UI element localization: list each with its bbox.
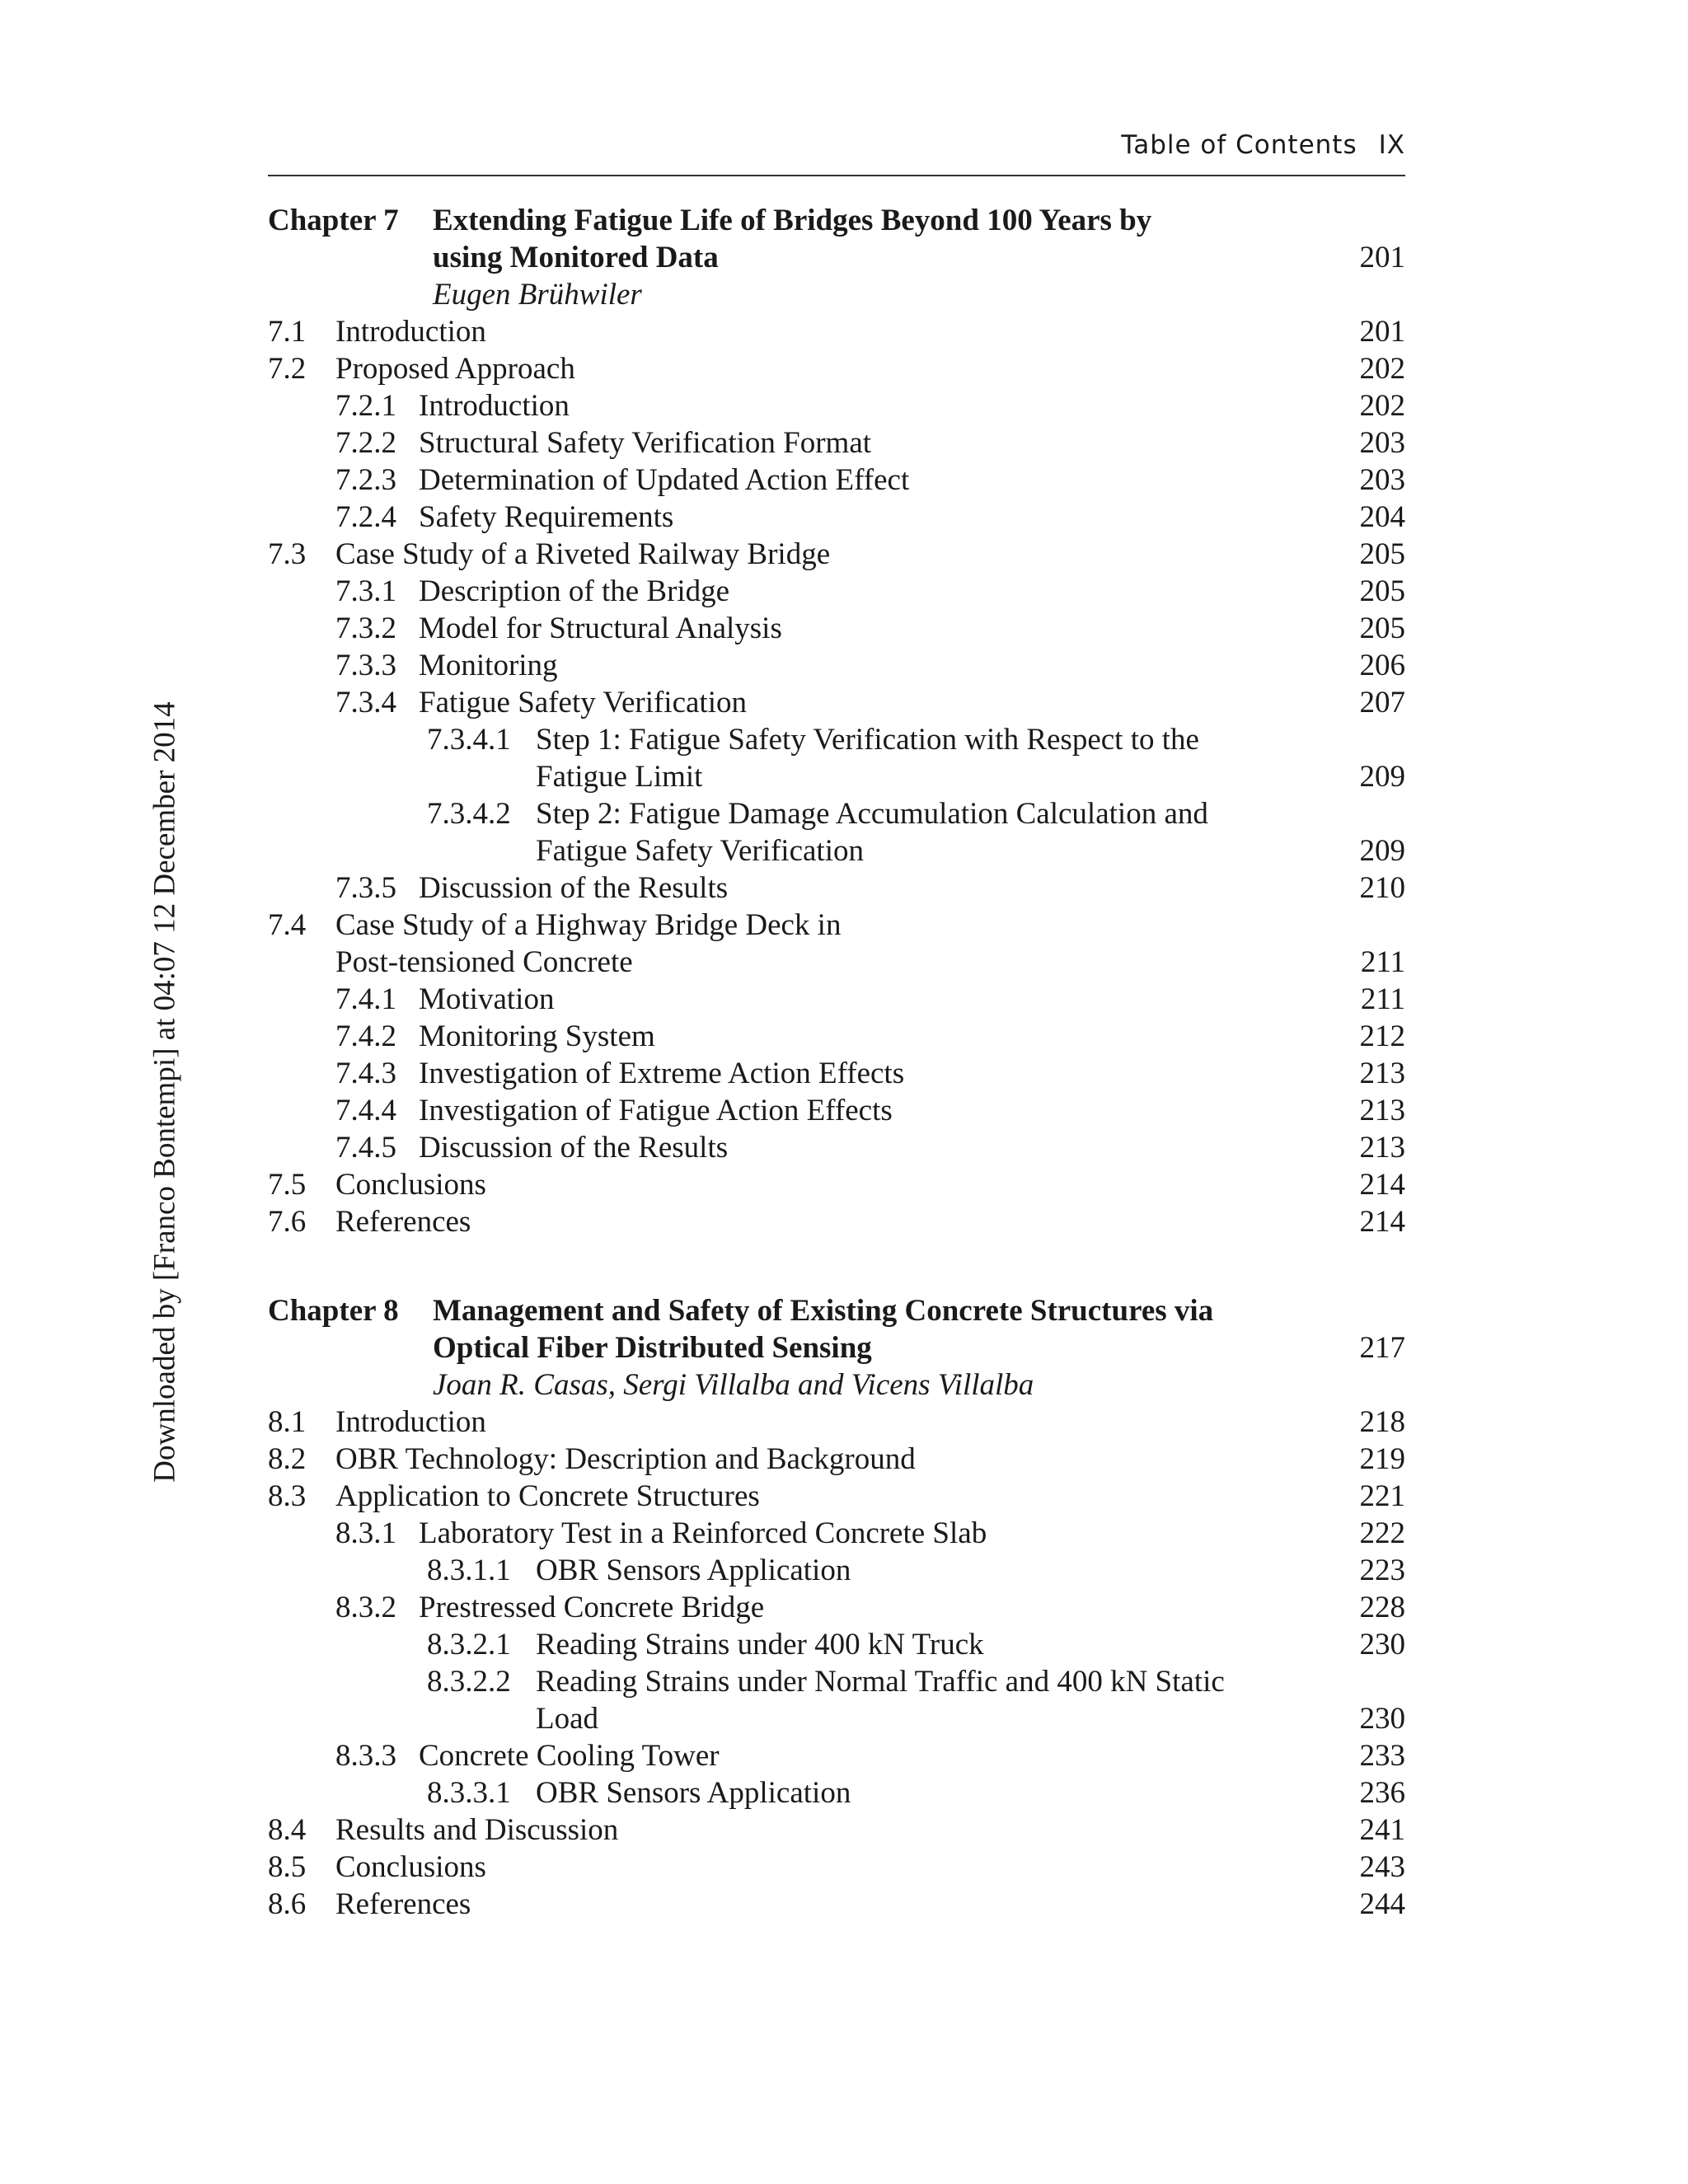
section-number: 7.3.5 <box>335 871 396 905</box>
author-name: Joan R. Casas, Sergi Villalba and Vicens Villalba <box>433 1368 1034 1402</box>
toc-entry[interactable] <box>268 462 1405 499</box>
section-title: OBR Sensors Application <box>536 1554 851 1587</box>
chapter-title-cont: using Monitored Data <box>433 241 719 274</box>
section-title-cont: Load <box>536 1702 599 1736</box>
section-number: 8.3.1.1 <box>427 1554 511 1587</box>
chapter-7-author <box>268 276 1405 313</box>
section-title: Reading Strains under 400 kN Truck <box>536 1628 984 1661</box>
section-number: 8.3.2.1 <box>427 1628 511 1661</box>
section-number: 7.3.4.2 <box>427 797 511 831</box>
toc-entry[interactable] <box>268 869 1405 907</box>
section-number: 7.2.1 <box>335 389 396 423</box>
chapter-8-heading[interactable] <box>268 1292 1405 1329</box>
page-number: 205 <box>1359 574 1405 608</box>
section-title: Introduction <box>335 315 486 349</box>
section-title: Results and Discussion <box>335 1813 619 1847</box>
toc-entry[interactable] <box>268 424 1405 462</box>
toc-entry[interactable] <box>268 350 1405 387</box>
section-number: 7.2.4 <box>335 500 396 534</box>
section-number: 8.5 <box>268 1850 307 1884</box>
section-title: Application to Concrete Structures <box>335 1479 760 1513</box>
author-name: Eugen Brühwiler <box>433 278 642 312</box>
chapter-title-cont: Optical Fiber Distributed Sensing <box>433 1331 872 1365</box>
section-number: 7.4.2 <box>335 1019 396 1053</box>
page-number: 236 <box>1359 1776 1405 1810</box>
section-number: 7.4.3 <box>335 1057 396 1090</box>
section-title: OBR Sensors Application <box>536 1776 851 1810</box>
toc-entry[interactable] <box>268 1552 1405 1589</box>
section-title: Introduction <box>335 1405 486 1439</box>
page-number: 219 <box>1359 1442 1405 1476</box>
chapter-label: Chapter 7 <box>268 204 399 237</box>
section-title: Step 1: Fatigue Safety Verification with Respect to the <box>536 723 1199 757</box>
download-note: Downloaded by [Franco Bontempi] at 04:07 12 December 2014 <box>148 701 182 1483</box>
section-title: Laboratory Test in a Reinforced Concrete Slab <box>419 1516 987 1550</box>
section-number: 7.3.1 <box>335 574 396 608</box>
page-number: 233 <box>1359 1739 1405 1773</box>
section-number: 7.4.4 <box>335 1094 396 1127</box>
section-title: Fatigue Safety Verification <box>419 686 747 719</box>
page-number: 213 <box>1359 1094 1405 1127</box>
section-number: 8.3 <box>268 1479 307 1513</box>
section-title: Reading Strains under Normal Traffic and 400 kN Static <box>536 1665 1225 1699</box>
section-number: 7.6 <box>268 1205 307 1239</box>
section-title: Model for Structural Analysis <box>419 612 782 645</box>
toc-entry[interactable] <box>268 1774 1405 1811</box>
section-number: 8.3.3.1 <box>427 1776 511 1810</box>
page-number: 211 <box>1360 982 1405 1016</box>
toc-entry[interactable] <box>268 1166 1405 1203</box>
section-title: Motivation <box>419 982 555 1016</box>
toc-entry[interactable] <box>268 1663 1405 1700</box>
section-title-cont: Fatigue Safety Verification <box>536 834 864 868</box>
page-number: 241 <box>1359 1813 1405 1847</box>
page-number: 213 <box>1359 1131 1405 1165</box>
page-number: 223 <box>1359 1554 1405 1587</box>
page-number: 207 <box>1359 686 1405 719</box>
section-number: 8.3.3 <box>335 1739 396 1773</box>
section-title: Step 2: Fatigue Damage Accumulation Calculation and <box>536 797 1208 831</box>
section-number: 7.2.2 <box>335 426 396 460</box>
page-number: 218 <box>1359 1405 1405 1439</box>
page-number: 217 <box>1359 1331 1405 1365</box>
toc-entry[interactable] <box>268 1018 1405 1055</box>
section-title: Monitoring System <box>419 1019 655 1053</box>
page-number: 205 <box>1359 612 1405 645</box>
section-number: 8.2 <box>268 1442 307 1476</box>
page-number: 203 <box>1359 426 1405 460</box>
section-number: 8.3.2 <box>335 1591 396 1624</box>
section-title: Case Study of a Highway Bridge Deck in <box>335 908 842 942</box>
toc-entry[interactable] <box>268 1203 1405 1240</box>
page-number: 206 <box>1359 649 1405 682</box>
toc-entry-cont[interactable] <box>268 944 1405 981</box>
section-number: 8.6 <box>268 1887 307 1921</box>
chapter-7-heading[interactable] <box>268 202 1405 239</box>
toc-entry[interactable] <box>268 684 1405 721</box>
section-number: 7.4.5 <box>335 1131 396 1165</box>
toc-entry[interactable] <box>268 907 1405 944</box>
toc-entry[interactable] <box>268 313 1405 350</box>
toc-entry[interactable] <box>268 1404 1405 1441</box>
toc-entry[interactable] <box>268 387 1405 424</box>
section-number: 7.5 <box>268 1168 307 1202</box>
section-title: Prestressed Concrete Bridge <box>419 1591 765 1624</box>
page-number: 228 <box>1359 1591 1405 1624</box>
chapter-7-heading-cont[interactable] <box>268 239 1405 276</box>
page-number: 203 <box>1359 463 1405 497</box>
page-number: 230 <box>1359 1628 1405 1661</box>
toc-entry-cont[interactable] <box>268 758 1405 795</box>
section-title-cont: Fatigue Limit <box>536 760 703 794</box>
page-number: 213 <box>1359 1057 1405 1090</box>
section-number: 7.2.3 <box>335 463 396 497</box>
page-number: 244 <box>1359 1887 1405 1921</box>
section-number: 8.1 <box>268 1405 307 1439</box>
toc-entry[interactable] <box>268 610 1405 647</box>
section-number: 7.3.4 <box>335 686 396 719</box>
page-number: 201 <box>1359 241 1405 274</box>
toc-entry[interactable] <box>268 1129 1405 1166</box>
toc-entry-cont[interactable] <box>268 1700 1405 1737</box>
section-title: Structural Safety Verification Format <box>419 426 872 460</box>
page-number: 201 <box>1359 315 1405 349</box>
section-title: Determination of Updated Action Effect <box>419 463 910 497</box>
toc-entry[interactable] <box>268 1849 1405 1886</box>
chapter-title: Extending Fatigue Life of Bridges Beyond 100 Years by <box>433 204 1152 237</box>
toc-entry[interactable] <box>268 1737 1405 1774</box>
running-header-title: Table of Contents <box>1121 130 1357 160</box>
section-title: Proposed Approach <box>335 352 575 386</box>
section-number: 7.3.2 <box>335 612 396 645</box>
toc-entry[interactable] <box>268 1589 1405 1626</box>
page-number: 243 <box>1359 1850 1405 1884</box>
section-number: 7.3.4.1 <box>427 723 511 757</box>
section-number: 7.2 <box>268 352 307 386</box>
section-number: 8.4 <box>268 1813 307 1847</box>
section-number: 8.3.1 <box>335 1516 396 1550</box>
page-number: 212 <box>1359 1019 1405 1053</box>
section-title: References <box>335 1205 471 1239</box>
page-number: 211 <box>1360 945 1405 979</box>
section-number: 7.3 <box>268 537 307 571</box>
chapter-title: Management and Safety of Existing Concrete Structures via <box>433 1294 1214 1328</box>
section-title: Case Study of a Riveted Railway Bridge <box>335 537 831 571</box>
page-number: 222 <box>1359 1516 1405 1550</box>
toc-entry[interactable] <box>268 721 1405 758</box>
toc-entry[interactable] <box>268 1886 1405 1923</box>
section-title: Conclusions <box>335 1168 486 1202</box>
page-number: 204 <box>1359 500 1405 534</box>
toc-entry[interactable] <box>268 1478 1405 1515</box>
section-number: 7.3.3 <box>335 649 396 682</box>
section-number: 8.3.2.2 <box>427 1665 511 1699</box>
page-number: 214 <box>1359 1168 1405 1202</box>
page-number: 209 <box>1359 760 1405 794</box>
section-title: OBR Technology: Description and Background <box>335 1442 916 1476</box>
toc-entry[interactable] <box>268 1055 1405 1092</box>
section-number: 7.1 <box>268 315 307 349</box>
toc-entry[interactable] <box>268 1515 1405 1552</box>
section-title: Description of the Bridge <box>419 574 730 608</box>
section-title: Safety Requirements <box>419 500 674 534</box>
section-title: Concrete Cooling Tower <box>419 1739 720 1773</box>
section-title-cont: Post-tensioned Concrete <box>335 945 633 979</box>
page-number: 230 <box>1359 1702 1405 1736</box>
chapter-8-author <box>268 1366 1405 1404</box>
toc-entry[interactable] <box>268 1626 1405 1663</box>
section-title: Discussion of the Results <box>419 871 729 905</box>
page-number: 205 <box>1359 537 1405 571</box>
toc-entry[interactable] <box>268 573 1405 610</box>
section-number: 7.4.1 <box>335 982 396 1016</box>
section-title: Monitoring <box>419 649 558 682</box>
header-rule <box>268 175 1405 176</box>
page-number: 202 <box>1359 352 1405 386</box>
page-number: 202 <box>1359 389 1405 423</box>
running-header-page: IX <box>1378 130 1405 160</box>
toc-entry[interactable] <box>268 795 1405 832</box>
page-number: 214 <box>1359 1205 1405 1239</box>
toc-entry-cont[interactable] <box>268 832 1405 869</box>
chapter-8-heading-cont[interactable] <box>268 1329 1405 1366</box>
section-title: Investigation of Extreme Action Effects <box>419 1057 905 1090</box>
section-title: References <box>335 1887 471 1921</box>
section-title: Introduction <box>419 389 570 423</box>
toc-entry[interactable] <box>268 1092 1405 1129</box>
chapter-label: Chapter 8 <box>268 1294 399 1328</box>
toc-entry[interactable] <box>268 1811 1405 1849</box>
page-number: 221 <box>1359 1479 1405 1513</box>
page-number: 210 <box>1359 871 1405 905</box>
running-header <box>268 130 1405 168</box>
section-title: Conclusions <box>335 1850 486 1884</box>
toc-entry[interactable] <box>268 981 1405 1018</box>
section-title: Investigation of Fatigue Action Effects <box>419 1094 893 1127</box>
page-number: 209 <box>1359 834 1405 868</box>
toc-entry[interactable] <box>268 536 1405 573</box>
toc-entry[interactable] <box>268 499 1405 536</box>
toc-entry[interactable] <box>268 647 1405 684</box>
section-number: 7.4 <box>268 908 307 942</box>
toc-entry[interactable] <box>268 1441 1405 1478</box>
section-title: Discussion of the Results <box>419 1131 729 1165</box>
